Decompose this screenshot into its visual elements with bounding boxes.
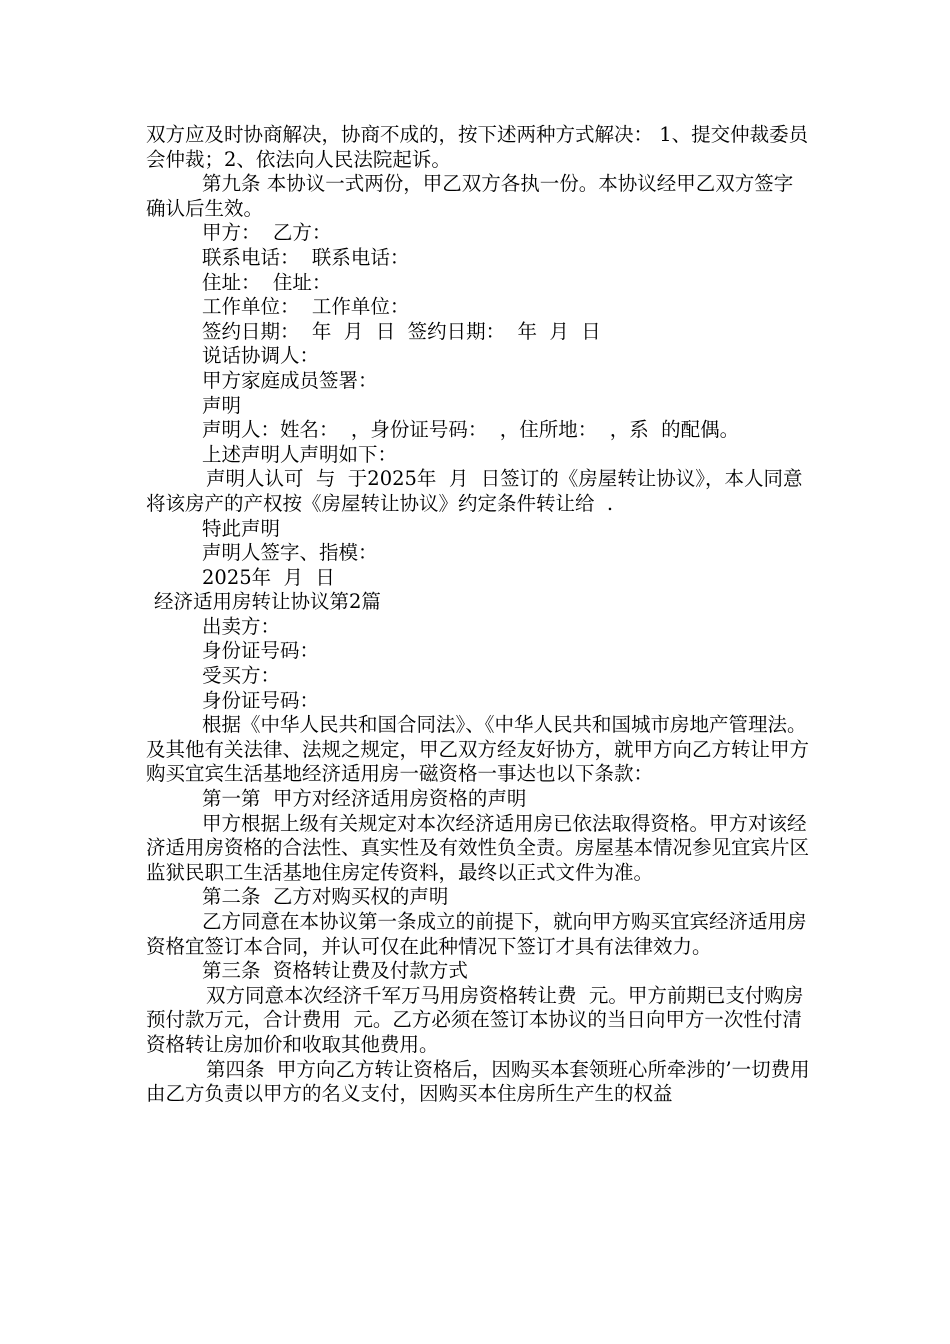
section-heading: 声明 [202, 393, 242, 417]
paragraph: 工作单位： 工作单位： [202, 295, 410, 319]
paragraph: 住址： 住址： [202, 270, 332, 294]
paragraph: 双方同意本次经济千军万马用房资格转让费 元。甲方前期已支付购房预付款万元，合计费用 元。乙方必须在签订本协议的当日向甲方一次性付清资格转让房加价和收取其他费用。 [146, 983, 804, 1056]
paragraph: 上述声明人声明如下： [202, 442, 398, 466]
article-heading: 第三条 资格转让费及付款方式 [202, 959, 468, 983]
paragraph: 乙方同意在本协议第一条成立的前提下，就向甲方购买宜宾经济适用房资格宜签订本合同，并认可仅在此种情况下签订才具有法律效力。 [146, 910, 807, 958]
paragraph: 声明人：姓名： ，身份证号码： ，住所地： ，系 的配偶。 [202, 418, 740, 442]
section-heading: 经济适用房转让协议第2篇 [154, 590, 381, 614]
paragraph: 出卖方： [202, 614, 281, 638]
paragraph: 受买方： [202, 664, 281, 688]
paragraph: 特此声明 [202, 516, 281, 540]
paragraph: 甲方根据上级有关规定对本次经济适用房已依法取得资格。甲方对该经济适用房资格的合法性、真实性及有效性负全责。房屋基本情况参见宜宾片区监狱民职工生活基地住房定传资料，最终以正式文件为准。 [146, 811, 810, 884]
paragraph: 身份证号码： [202, 688, 320, 712]
paragraph: 第九条 本协议一式两份，甲乙双方各执一份。本协议经甲乙双方签字确认后生效。 [146, 172, 794, 220]
paragraph: 第四条 甲方向乙方转让资格后，因购买本套领班心所牵涉的’一切费用由乙方负责以甲方的名义支付，因购买本住房所生产生的权益 [146, 1057, 810, 1106]
paragraph: 说话协调人： [202, 344, 320, 368]
paragraph: 声明人认可 与 于2025年 月 日签订的《房屋转让协议》，本人同意将该房产的产权按《房屋转让协议》约定条件转让给 . [146, 467, 803, 515]
article-heading: 第一第 甲方对经济适用房资格的声明 [202, 787, 527, 811]
paragraph: 联系电话： 联系电话： [202, 245, 410, 269]
paragraph: 甲方家庭成员签署： [202, 368, 378, 392]
paragraph: 签约日期： 年 月 日 签约日期： 年 月 日 [202, 319, 601, 343]
paragraph: 甲方： 乙方： [202, 221, 332, 245]
document-page [146, 123, 811, 1107]
paragraph: 2025年 月 日 [202, 565, 335, 589]
paragraph: 身份证号码： [202, 639, 320, 663]
paragraph: 声明人签字、指模： [202, 541, 378, 565]
paragraph: 双方应及时协商解决，协商不成的，按下述两种方式解决： 1、提交仲裁委员会仲裁；2、依法向人民法院起诉。 [146, 123, 809, 171]
paragraph: 根据《中华人民共和国合同法》、《中华人民共和国城市房地产管理法。及其他有关法律、法规之规定，甲乙双方经友好协方，就甲方向乙方转让甲方购买宜宾生活基地经济适用房一磁资格一事达也以下条款： [146, 713, 810, 786]
article-heading: 第二条 乙方对购买权的声明 [202, 885, 449, 909]
